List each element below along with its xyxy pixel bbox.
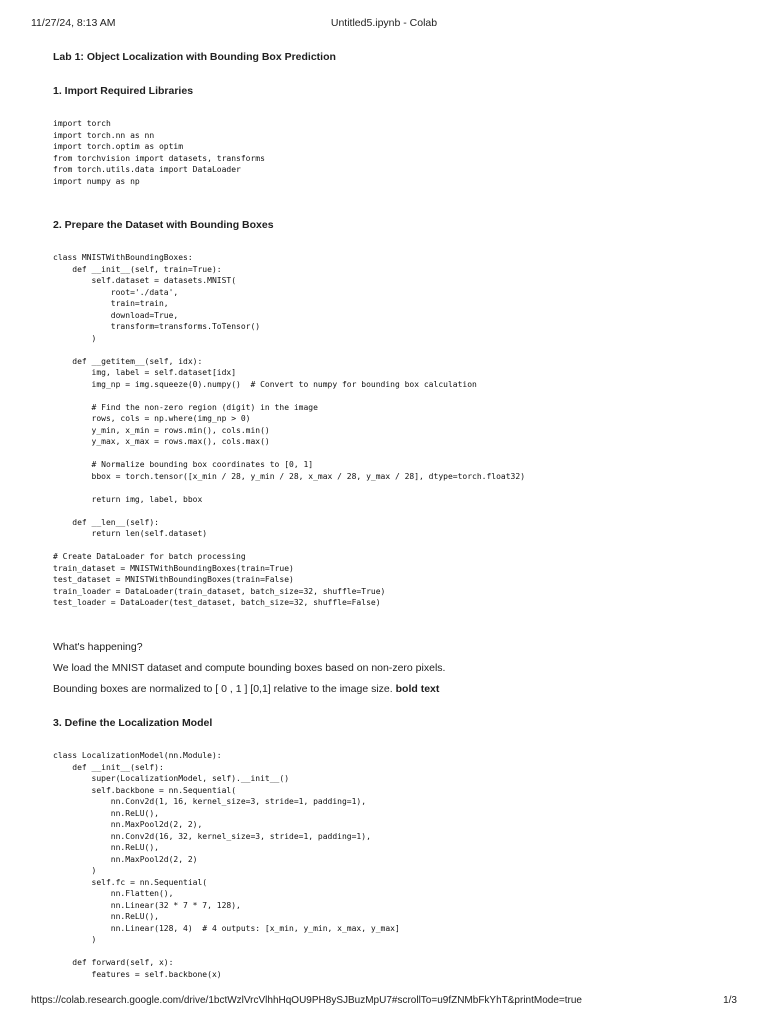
notebook-content	[53, 50, 733, 979]
document-title: Lab 1: Object Localization with Bounding Box Prediction	[53, 51, 336, 63]
print-header	[31, 17, 737, 31]
print-datetime: 11/27/24, 8:13 AM	[31, 17, 116, 29]
code-cell-dataset[interactable]: class MNISTWithBoundingBoxes: def __init__(self, train=True): self.dataset = datasets.MNIST( root='./data', train=train, download=True, transform=transforms.ToTensor() ) def __getitem__(self, idx): img, label = self.dataset[idx] img_np = img.squeeze(0).numpy() # Convert to numpy for bounding box calculation # Find the non-zero region (digit) in the image rows, cols = np.where(img_np > 0) y_min, x_min = rows.min(), cols.min() y_max, x_max = rows.max(), cols.max() # Normalize bounding box coordinates to [0, 1] bbox = torch.tensor([x_min / 28, y_min / 28, x_max / 28, y_max / 28], dtype=torch.float32) return img, label, bbox def __len__(self): return len(self.dataset) # Create DataLoader for batch processing train_dataset = MNISTWithBoundingBoxes(train=True) test_dataset = MNISTWithBoundingBoxes(train=False) train_loader = DataLoader(train_dataset, batch_size=32, shuffle=True) test_loader = DataLoader(test_dataset, batch_size=32, shuffle=False)	[53, 253, 526, 607]
section-heading-dataset: 2. Prepare the Dataset with Bounding Boxes	[53, 219, 274, 231]
print-url[interactable]: https://colab.research.google.com/drive/1bctWzlVrcVlhhHqOU9PH8ySJBuzMpU7#scrollTo=u9fZNMbFkYhT&printMode=true	[31, 995, 582, 1006]
notes-line-2-bold: bold text	[395, 683, 440, 695]
section-heading-model: 3. Define the Localization Model	[53, 717, 213, 729]
code-cell-imports[interactable]: import torch import torch.nn as nn import torch.optim as optim from torchvision import datasets, transforms from torch.utils.data import DataLoader import numpy as np	[53, 119, 265, 186]
notes-line-2	[53, 682, 439, 696]
print-page-title: Untitled5.ipynb - Colab	[330, 17, 438, 29]
notes-question: What's happening?	[53, 641, 143, 653]
section-heading-imports: 1. Import Required Libraries	[53, 85, 194, 97]
notes-line-1: We load the MNIST dataset and compute bounding boxes based on non-zero pixels.	[53, 662, 446, 674]
notes-line-2-text: Bounding boxes are normalized to [ 0 , 1 ] [0,1] relative to the image size.	[53, 683, 393, 695]
print-page-number: 1/3	[723, 995, 737, 1006]
code-cell-model[interactable]: class LocalizationModel(nn.Module): def __init__(self): super(LocalizationModel, self).__init__() self.backbone = nn.Sequential( nn.Conv2d(1, 16, kernel_size=3, stride=1, padding=1), nn.ReLU(), nn.MaxPool2d(2, 2), nn.Conv2d(16, 32, kernel_size=3, stride=1, padding=1), nn.ReLU(), nn.MaxPool2d(2, 2) ) self.fc = nn.Sequential( nn.Flatten(), nn.Linear(32 * 7 * 7, 128), nn.ReLU(), nn.Linear(128, 4) # 4 outputs: [x_min, y_min, x_max, y_max] ) def forward(self, x): features = self.backbone(x)	[53, 751, 400, 979]
print-footer	[31, 995, 737, 1009]
